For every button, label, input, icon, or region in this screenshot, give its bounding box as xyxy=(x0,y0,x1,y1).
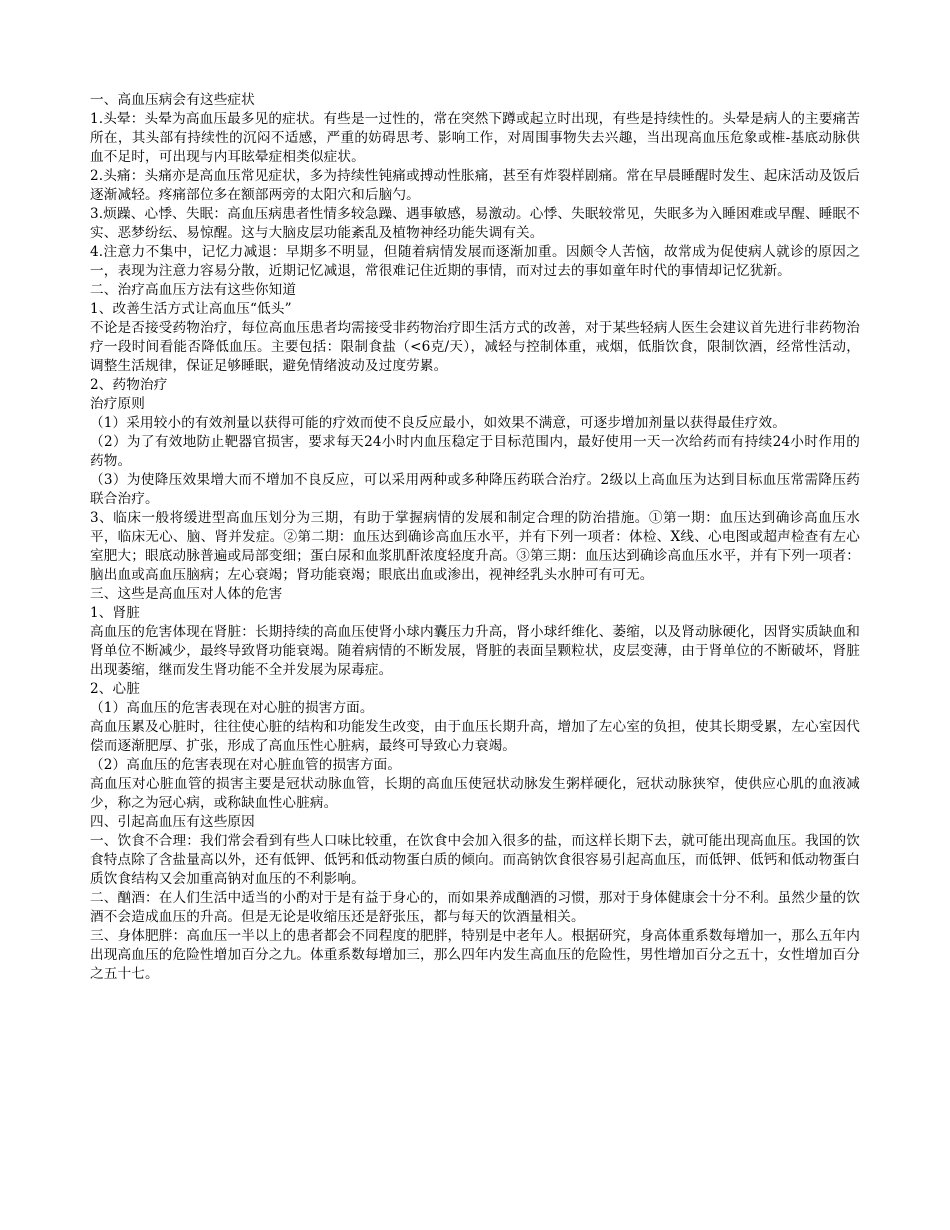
subheading: 1、改善生活方式让高血压“低头” xyxy=(90,301,292,317)
subheading: 治疗原则 xyxy=(90,396,145,412)
subheading: 1、肾脏 xyxy=(90,605,141,621)
paragraph: （1）高血压的危害表现在对心脏的损害方面。 xyxy=(90,700,374,716)
paragraph: 高血压的危害体现在肾脏：长期持续的高血压使肾小球内囊压力升高，肾小球纤维化、萎缩，以及肾动脉硬化，因肾实质缺血和肾单位不断减少，最终导致肾功能衰竭。随着病情的不断发展，肾脏的表面呈颗粒状，皮层变薄，由于肾单位的不断破坏，肾脏出现萎缩，继而发生肾功能不全并发展为尿毒症。 xyxy=(90,624,860,678)
paragraph: 高血压累及心脏时，往往使心脏的结构和功能发生改变，由于血压长期升高，增加了左心室的负担，使其长期受累，左心室因代偿而逐渐肥厚、扩张，形成了高血压性心脏病，最终可导致心力衰竭。 xyxy=(90,719,860,754)
paragraph: 三、身体肥胖：高血压一半以上的患者都会不同程度的肥胖，特别是中老年人。根据研究，身高体重系数每增加一，那么五年内出现高血压的危险性增加百分之九。体重系数每增加三，那么四年内发生高血压的危险性，男性增加百分之五十，女性增加百分之五十七。 xyxy=(90,928,860,982)
section-heading-symptoms: 一、高血压病会有这些症状 xyxy=(90,92,255,108)
paragraph: 1.头晕：头晕为高血压最多见的症状。有些是一过性的，常在突然下蹲或起立时出现，有些是持续性的。头晕是病人的主要痛苦所在，其头部有持续性的沉闷不适感，严重的妨碍思考、影响工作，对周围事物失去兴趣，当出现高血压危象或椎-基底动脉供血不足时，可出现与内耳眩晕症相类似症状。 xyxy=(90,111,860,165)
paragraph: （2）为了有效地防止靶器官损害，要求每天24小时内血压稳定于目标范围内，最好使用一天一次给药而有持续24小时作用的药物。 xyxy=(90,434,860,469)
document-body xyxy=(90,91,860,984)
paragraph: 一、饮食不合理：我们常会看到有些人口味比较重，在饮食中会加入很多的盐，而这样长期下去，就可能出现高血压。我国的饮食特点除了含盐量高以外，还有低钾、低钙和低动物蛋白质的倾向。而高钠饮食很容易引起高血压，而低钾、低钙和低动物蛋白质饮食结构又会加重高钠对血压的不利影响。 xyxy=(90,833,860,887)
section-heading-harms: 三、这些是高血压对人体的危害 xyxy=(90,586,283,602)
paragraph: （3）为使降压效果增大而不增加不良反应，可以采用两种或多种降压药联合治疗。2级以上高血压为达到目标血压常需降压药联合治疗。 xyxy=(90,472,860,507)
paragraph: 4.注意力不集中，记忆力减退：早期多不明显，但随着病情发展而逐渐加重。因颇令人苦恼，故常成为促使病人就诊的原因之一，表现为注意力容易分散，近期记忆减退，常很难记住近期的事情，而对过去的事如童年时代的事情却记忆犹新。 xyxy=(90,244,860,279)
subheading: 2、心脏 xyxy=(90,681,141,697)
paragraph: 3、临床一般将缓进型高血压划分为三期，有助于掌握病情的发展和制定合理的防治措施。①第一期：血压达到确诊高血压水平，临床无心、脑、肾并发症。②第二期：血压达到确诊高血压水平，并有下列一项者：体检、X线、心电图或超声检查有左心室肥大；眼底动脉普遍或局部变细；蛋白尿和血浆肌酐浓度轻度升高。③第三期：血压达到确诊高血压水平，并有下列一项者：脑出血或高血压脑病；左心衰竭；肾功能衰竭；眼底出血或渗出，视神经乳头水肿可有可无。 xyxy=(90,510,860,583)
paragraph: 二、酗酒：在人们生活中适当的小酌对于是有益于身心的，而如果养成酗酒的习惯，那对于身体健康会十分不利。虽然少量的饮酒不会造成血压的升高。但是无论是收缩压还是舒张压，都与每天的饮酒量相关。 xyxy=(90,890,860,925)
paragraph: 不论是否接受药物治疗，每位高血压患者均需接受非药物治疗即生活方式的改善，对于某些轻病人医生会建议首先进行非药物治疗一段时间看能否降低血压。主要包括：限制食盐（<6克/天），减轻与控制体重，戒烟，低脂饮食，限制饮酒，经常性活动，调整生活规律，保证足够睡眠，避免情绪波动及过度劳累。 xyxy=(90,320,860,374)
subheading: 2、药物治疗 xyxy=(90,377,168,393)
paragraph: 3.烦躁、心悸、失眠：高血压病患者性情多较急躁、遇事敏感，易激动。心悸、失眠较常见，失眠多为入睡困难或早醒、睡眠不实、恶梦纷纭、易惊醒。这与大脑皮层功能紊乱及植物神经功能失调有关。 xyxy=(90,206,860,241)
paragraph: 2.头痛：头痛亦是高血压常见症状，多为持续性钝痛或搏动性胀痛，甚至有炸裂样剧痛。常在早晨睡醒时发生、起床活动及饭后逐渐减轻。疼痛部位多在额部两旁的太阳穴和后脑勺。 xyxy=(90,168,860,203)
paragraph: （1）采用较小的有效剂量以获得可能的疗效而使不良反应最小，如效果不满意，可逐步增加剂量以获得最佳疗效。 xyxy=(90,415,786,431)
paragraph: 高血压对心脏血管的损害主要是冠状动脉血管，长期的高血压使冠状动脉发生粥样硬化，冠状动脉狭窄，使供应心肌的血液减少，称之为冠心病，或称缺血性心脏病。 xyxy=(90,776,860,811)
paragraph: （2）高血压的危害表现在对心脏血管的损害方面。 xyxy=(90,757,402,773)
section-heading-treatment: 二、治疗高血压方法有这些你知道 xyxy=(90,282,297,298)
section-heading-causes: 四、引起高血压有这些原因 xyxy=(90,814,255,830)
